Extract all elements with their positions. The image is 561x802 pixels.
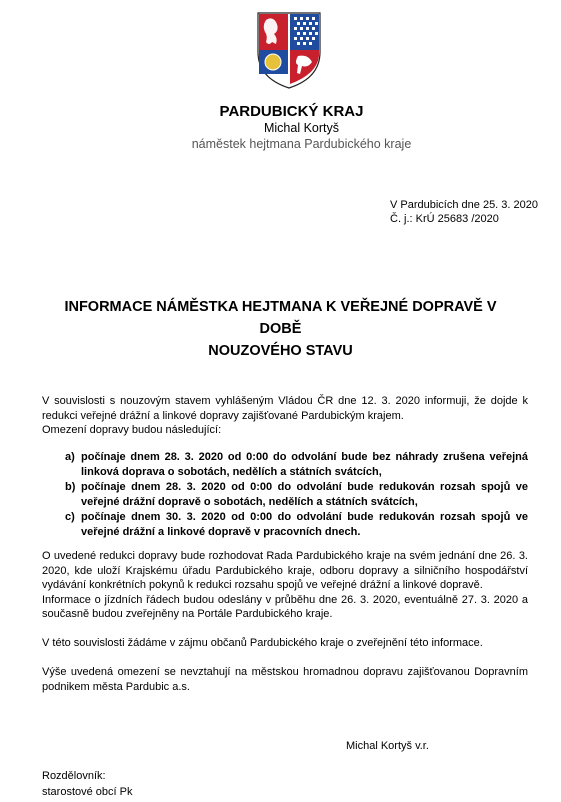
body-paragraph-4: Výše uvedená omezení se nevztahují na městskou hromadnou dopravu zajišťovanou Dopravním podnikem města Pardubic a.s. <box>42 666 528 693</box>
list-item-text: počínaje dnem 30. 3. 2020 od 0:00 do odvolání bude redukován rozsah spojů ve veřejné drážní a linkové dopravě v pracovních dnech. <box>81 511 528 538</box>
intro-text: V souvislosti s nouzovým stavem vyhlášeným Vládou ČR dne 12. 3. 2020 informuji, že dojde k redukci veřejné drážní a linkové dopravy zajišťované Pardubickým krajem. <box>42 395 528 422</box>
author-name: Michal Kortyš <box>263 121 340 135</box>
organization-name: PARDUBICKÝ KRAJ <box>219 103 364 120</box>
title-line-2: NOUZOVÉHO STAVU <box>208 343 353 359</box>
distribution-label: Rozdělovník: <box>42 770 106 782</box>
intro-lead: Omezení dopravy budou následující: <box>42 424 222 436</box>
decision-text: O uvedené redukci dopravy bude rozhodovat Rada Pardubického kraje na svém jednání dne 26. 3. 2020, kde uloží Krajskému úřadu Pardubického kraje, odboru dopravy a silničního hospodářství vydávání konkrétních pokynů k redukci rozsahu spojů ve veřejné drážní a linkové dopravě. <box>42 550 528 591</box>
author-role: náměstek hejtmana Pardubického kraje <box>191 137 412 151</box>
list-marker: c) <box>65 511 75 523</box>
reference-number: Č. j.: KrÚ 25683 /2020 <box>390 213 499 225</box>
distribution-recipient: starostové obcí Pk <box>42 786 133 798</box>
list-marker: a) <box>65 451 75 463</box>
list-marker: b) <box>65 481 76 493</box>
list-item <box>65 450 528 479</box>
body-paragraph-3: V této souvislosti žádáme v zájmu občanů Pardubického kraje o zveřejnění této informace. <box>42 637 483 649</box>
distribution-list <box>42 768 133 800</box>
timetable-text: Informace o jízdních řádech budou odeslány v průběhu dne 26. 3. 2020, eventuálně 27. 3. 2020 a současně budou zveřejněny na Portále Pardubického kraje. <box>42 593 528 620</box>
place-date: V Pardubicích dne 25. 3. 2020 <box>390 199 538 211</box>
coat-of-arms-logo <box>254 10 324 90</box>
body-paragraph-1 <box>42 549 528 622</box>
list-item <box>65 510 528 539</box>
intro-paragraph <box>42 394 528 438</box>
date-reference-block <box>390 198 560 226</box>
title-line-1: INFORMACE NÁMĚSTKA HEJTMANA K VEŘEJNÉ DOPRAVĚ V DOBĚ <box>64 299 497 337</box>
list-item-text: počínaje dnem 28. 3. 2020 od 0:00 do odvolání bude redukován rozsah spojů ve veřejné drážní dopravě o sobotách, nedělích a státních svátcích, <box>81 481 528 508</box>
signature: Michal Kortyš v.r. <box>346 740 429 752</box>
document-title <box>50 296 511 362</box>
measures-list <box>65 450 528 540</box>
list-item-text: počínaje dnem 28. 3. 2020 od 0:00 do odvolání bude bez náhrady zrušena veřejná linková doprava o sobotách, nedělích a státních svátcích, <box>81 451 528 478</box>
list-item <box>65 480 528 509</box>
